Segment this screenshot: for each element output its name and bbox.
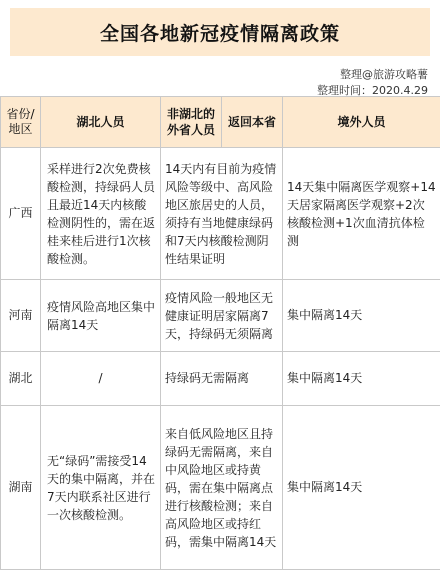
row-region: 湖北 — [1, 352, 41, 406]
row-overseas-policy: 集中隔离14天 — [283, 280, 440, 352]
header-non-hubei-group — [161, 97, 283, 148]
row-overseas-policy: 14天集中隔离医学观察+14天居家隔离医学观察+2次核酸检测+1次血清抗体检测 — [283, 148, 440, 280]
credit-date: 整理时间：2020.4.29 — [317, 84, 428, 97]
policy-table — [0, 96, 440, 570]
row-overseas-policy: 集中隔离14天 — [283, 406, 440, 570]
title-banner — [10, 8, 430, 56]
header-return-local: 返回本省 — [227, 114, 276, 129]
row-hubei-policy: 采样进行2次免费核酸检测，持绿码人员且最近14天内核酸检测阴性的，需在返桂来桂后进行1次核酸检测。 — [41, 148, 161, 280]
header-non-hubei: 非湖北的外省人员 — [161, 97, 222, 147]
header-region: 省份/地区 — [1, 97, 41, 148]
table-row — [1, 148, 440, 280]
table-row — [1, 406, 440, 570]
row-region: 广西 — [1, 148, 41, 280]
row-hubei-policy: 疫情风险高地区集中隔离14天 — [41, 280, 161, 352]
row-region: 湖南 — [1, 406, 41, 570]
table-row — [1, 280, 440, 352]
row-hubei-policy: / — [41, 352, 161, 406]
row-non-hubei-policy: 疫情风险一般地区无健康证明居家隔离7天，持绿码无须隔离 — [161, 280, 283, 352]
page-title: 全国各地新冠疫情隔离政策 — [99, 22, 340, 45]
row-non-hubei-policy: 来自低风险地区且持绿码无需隔离，来自中风险地区或持黄码，需在集中隔离点进行核酸检测；来自高风险地区或持红码，需集中隔离14天 — [161, 406, 283, 570]
row-non-hubei-policy: 持绿码无需隔离 — [161, 352, 283, 406]
credit-author: 整理@旅游攻略薯 — [340, 68, 428, 81]
table-header-row — [1, 97, 440, 148]
table-row — [1, 352, 440, 406]
row-hubei-policy: 无“绿码”需接受14天的集中隔离，并在7天内联系社区进行一次核酸检测。 — [41, 406, 161, 570]
row-overseas-policy: 集中隔离14天 — [283, 352, 440, 406]
header-overseas: 境外人员 — [283, 97, 440, 148]
header-hubei: 湖北人员 — [41, 97, 161, 148]
row-non-hubei-policy: 14天内有目前为疫情风险等级中、高风险地区旅居史的人员，须持有当地健康绿码和7天内核酸检测阴性结果证明 — [161, 148, 283, 280]
row-region: 河南 — [1, 280, 41, 352]
